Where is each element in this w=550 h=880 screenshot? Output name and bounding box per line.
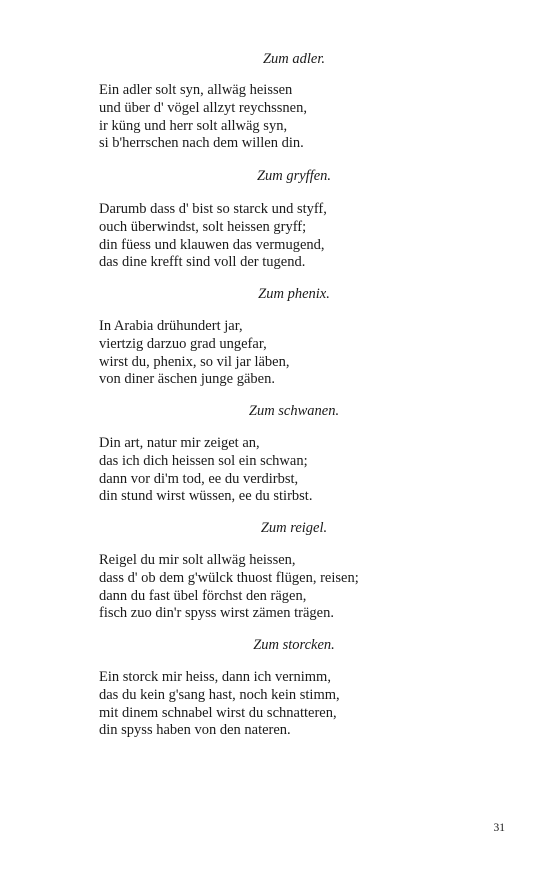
page-number: 31 [493,822,505,834]
verse-line: si b'herrschen nach dem willen din. [99,135,304,152]
verse-line: das du kein g'sang hast, noch kein stimm, [99,686,340,703]
poem-title: Zum phenix. [258,286,330,302]
stanza [99,201,327,272]
verse-line: dann vor di'm tod, ee du verdirbst, [99,470,299,487]
verse-line: Din art, natur mir zeiget an, [99,435,260,451]
poem-title: Zum schwanen. [248,403,340,419]
poem-title: Zum reigel. [260,520,328,536]
stanza [99,318,289,389]
verse-line: fisch zuo din'r spyss wirst zämen trägen. [99,605,334,622]
verse-line: viertzig darzuo grad ungefar, [99,335,267,352]
stanza [99,82,307,153]
stanza [99,552,359,623]
verse-line: ir küng und herr solt allwäg syn, [99,117,288,134]
poem-title: Zum adler. [262,51,326,67]
stanza [99,669,340,740]
verse-line: Ein adler solt syn, allwäg heissen [99,82,293,98]
verse-line: Ein storck mir heiss, dann ich vernimm, [99,669,331,685]
verse-line: das dine krefft sind voll der tugend. [99,254,306,271]
poem-title: Zum gryffen. [256,168,332,184]
verse-line: din stund wirst wüssen, ee du stirbst. [99,488,313,505]
verse-line: din füess und klauwen das vermugend, [99,236,325,253]
verse-line: ouch überwindst, solt heissen gryff; [99,218,307,235]
verse-line: mit dinem schnabel wirst du schnatteren, [99,704,337,721]
verse-line: In Arabia drühundert jar, [99,318,243,334]
verse-line: von diner äschen junge gäben. [99,371,275,388]
verse-line: dass d' ob dem g'wülck thuost flügen, reisen; [99,569,359,586]
verse-line: Darumb dass d' bist so starck und styff, [99,201,327,217]
verse-line: wirst du, phenix, so vil jar läben, [99,353,290,370]
stanza [99,435,312,506]
verse-line: und über d' vögel allzyt reychssnen, [99,99,307,116]
poem-title: Zum storcken. [253,637,335,653]
verse-line: Reigel du mir solt allwäg heissen, [99,552,296,568]
verse-line: din spyss haben von den nateren. [99,722,291,739]
verse-line: dann du fast übel förchst den rägen, [99,587,307,604]
verse-line: das ich dich heissen sol ein schwan; [99,452,308,469]
